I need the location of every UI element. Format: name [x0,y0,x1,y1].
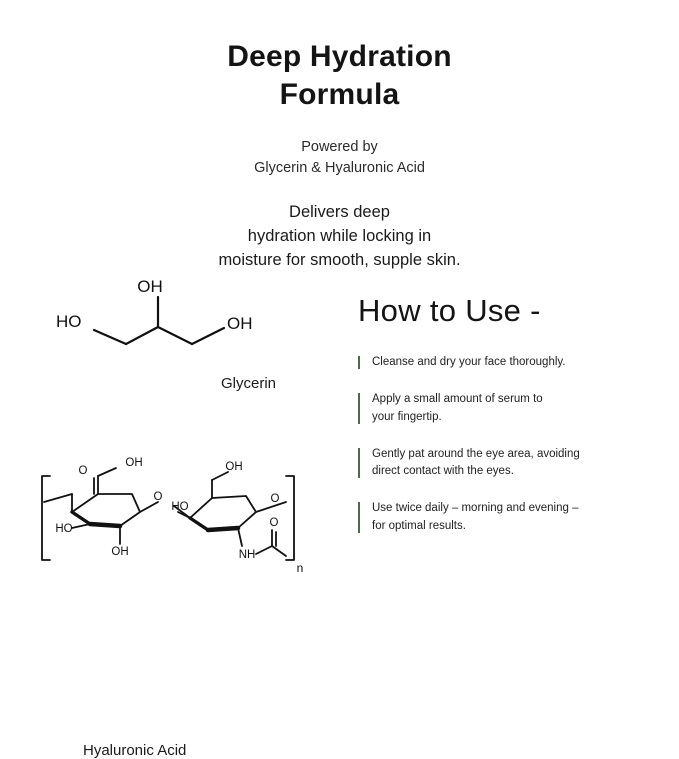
how-to-use-steps [358,354,658,535]
ha-label-ho-2: HO [171,501,189,513]
description-line-3: moisture for smooth, supple skin. [218,250,461,269]
page-title-line-1: Deep Hydration [227,40,452,73]
step-line: your fingertip. [372,410,442,423]
list-item [358,446,658,481]
ha-label-ho-1: HO [55,523,73,535]
subtitle-line-1: Powered by [301,139,378,155]
hyaluronic-acid-skeletal-diagram [28,450,328,580]
page-title-line-2: Formula [279,77,400,111]
glycerin-label-oh-top: OH [137,277,163,296]
description-line-1: Delivers deep [289,203,390,222]
list-item [358,500,658,535]
step-line: Gently pat around the eye area, avoiding [372,447,580,460]
description [0,201,679,273]
glycerin-label-oh-right: OH [227,314,253,333]
page-title [0,0,679,113]
step-line: direct contact with the eyes. [372,465,514,478]
glycerin-label-ho-left: HO [56,312,82,331]
ha-label-nh: NH [238,549,256,561]
how-to-use-title: How to Use - [358,293,541,328]
description-line-2: hydration while locking in [247,226,432,245]
ha-label-o-2: O [153,491,163,503]
ha-label-oh-1: OH [125,457,143,469]
ha-label-o-1: O [78,465,88,477]
ha-label-subscript-n: n [296,561,304,575]
content-columns [0,272,679,759]
glycerin-caption: Glycerin [221,375,277,392]
how-to-use-column [358,294,658,535]
hyaluronic-acid-caption: Hyaluronic Acid [83,742,187,759]
step-line: Apply a small amount of serum to [372,393,543,406]
ha-label-oh-2: OH [225,461,243,473]
step-line: for optimal results. [372,519,466,532]
subtitle-line-2: Glycerin & Hyaluronic Acid [254,160,425,177]
glycerin-structure [46,272,326,392]
ha-label-oh-3: OH [111,546,129,558]
list-item [358,391,658,426]
hyaluronic-acid-structure [28,450,328,759]
subtitle [0,137,679,179]
step-line: Use twice daily – morning and evening – [372,502,579,515]
structures-column [28,272,346,759]
glycerin-skeletal-diagram [46,272,326,382]
ha-label-o-3: O [270,493,280,505]
step-line: Cleanse and dry your face thoroughly. [372,356,566,369]
list-item [358,354,658,371]
ha-label-o-4: O [269,517,279,529]
